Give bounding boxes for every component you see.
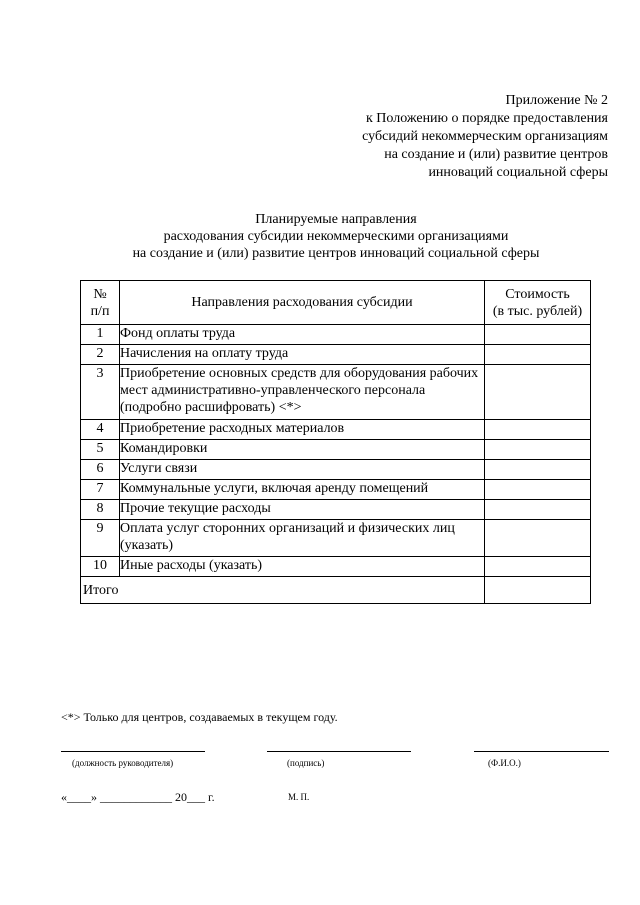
- name-label: (Ф.И.О.): [488, 758, 521, 768]
- row-cost[interactable]: [485, 365, 591, 420]
- row-cost[interactable]: [485, 460, 591, 480]
- table-row: [81, 325, 591, 345]
- row-cost[interactable]: [485, 520, 591, 557]
- row-direction: Начисления на оплату труда: [120, 345, 485, 365]
- annex-line: инноваций социальной сферы: [428, 165, 608, 180]
- row-number: 4: [81, 420, 120, 440]
- table-row: [81, 557, 591, 577]
- annex-line: Приложение № 2: [505, 93, 608, 108]
- row-direction: Услуги связи: [120, 460, 485, 480]
- title-line: на создание и (или) развитие центров инноваций социальной сферы: [132, 246, 540, 261]
- row-cost[interactable]: [485, 420, 591, 440]
- row-number: 10: [81, 557, 120, 577]
- table-row: [81, 480, 591, 500]
- table-row: [81, 500, 591, 520]
- header-number-line1: №: [93, 286, 107, 302]
- document-title: [0, 211, 640, 262]
- table-row: [81, 460, 591, 480]
- header-cost: [485, 281, 591, 325]
- row-direction: Коммунальные услуги, включая аренду помещений: [120, 480, 485, 500]
- row-direction: Фонд оплаты труда: [120, 325, 485, 345]
- row-direction: Командировки: [120, 440, 485, 460]
- header-direction: Направления расходования субсидии: [120, 281, 485, 325]
- row-direction: Оплата услуг сторонних организаций и физических лиц (указать): [120, 520, 485, 557]
- table-row: [81, 440, 591, 460]
- annex-reference: [362, 92, 608, 182]
- row-cost[interactable]: [485, 480, 591, 500]
- annex-line: субсидий некоммерческим организациям: [362, 129, 608, 144]
- date-line[interactable]: «____» ____________ 20___ г.: [61, 790, 215, 804]
- table-row: [81, 420, 591, 440]
- table-row: [81, 520, 591, 557]
- row-direction: Прочие текущие расходы: [120, 500, 485, 520]
- stamp-label: М. П.: [288, 792, 310, 802]
- row-cost[interactable]: [485, 557, 591, 577]
- row-number: 3: [81, 365, 120, 420]
- row-cost[interactable]: [485, 440, 591, 460]
- title-line: Планируемые направления: [255, 212, 417, 227]
- row-number: 6: [81, 460, 120, 480]
- header-number: [81, 281, 120, 325]
- row-number: 8: [81, 500, 120, 520]
- total-row: [81, 577, 591, 604]
- header-cost-line1: Стоимость: [505, 286, 570, 302]
- title-line: расходования субсидии некоммерческими организациями: [163, 229, 509, 244]
- position-label: (должность руководителя): [72, 758, 174, 768]
- row-number: 9: [81, 520, 120, 557]
- row-cost[interactable]: [485, 345, 591, 365]
- row-direction: Приобретение расходных материалов: [120, 420, 485, 440]
- row-direction: Иные расходы (указать): [120, 557, 485, 577]
- row-direction: Приобретение основных средств для оборудования рабочих мест административно-управленческого персонала (подробно расшифровать) <*>: [120, 365, 485, 420]
- table-row: [81, 345, 591, 365]
- footnote: <*> Только для центров, создаваемых в текущем году.: [61, 710, 338, 724]
- name-signature-line[interactable]: [474, 751, 609, 752]
- table-row: [81, 365, 591, 420]
- row-cost[interactable]: [485, 325, 591, 345]
- signature-line[interactable]: [267, 751, 411, 752]
- row-number: 7: [81, 480, 120, 500]
- header-number-line2: п/п: [90, 303, 110, 319]
- total-label: Итого: [81, 577, 485, 604]
- position-signature-line[interactable]: [61, 751, 205, 752]
- row-number: 1: [81, 325, 120, 345]
- row-number: 2: [81, 345, 120, 365]
- signature-label: (подпись): [287, 758, 325, 768]
- total-cost[interactable]: [485, 577, 591, 604]
- expense-table: [80, 280, 591, 604]
- header-cost-line2: (в тыс. рублей): [492, 303, 583, 319]
- table-header-row: [81, 281, 591, 325]
- annex-line: на создание и (или) развитие центров: [384, 147, 608, 162]
- row-cost[interactable]: [485, 500, 591, 520]
- row-number: 5: [81, 440, 120, 460]
- annex-line: к Положению о порядке предоставления: [366, 111, 608, 126]
